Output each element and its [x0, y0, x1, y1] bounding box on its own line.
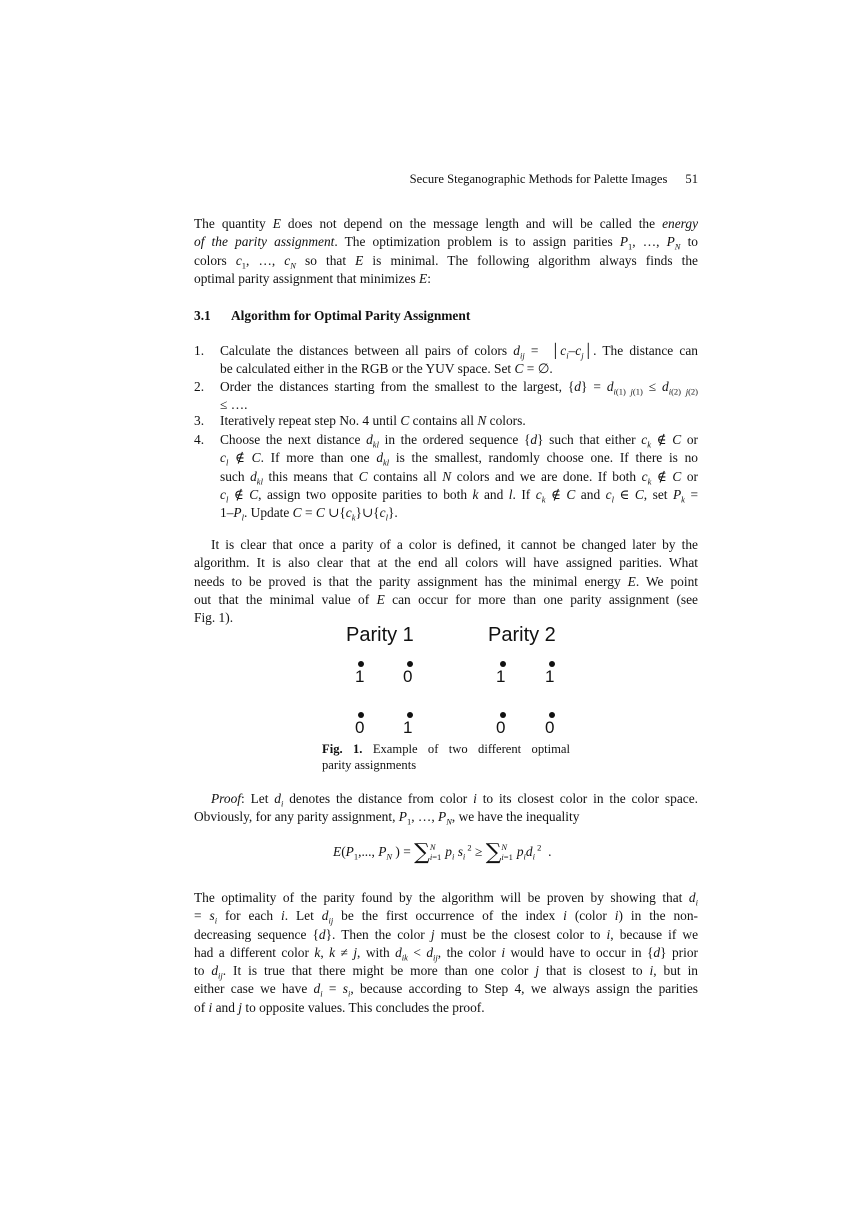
step-1-number: 1.: [194, 343, 205, 358]
intro-line-4: optimal parity assignment that minimizes E:: [194, 270, 431, 286]
step-3-number: 3.: [194, 413, 205, 428]
intro-line-2: of the parity assignment. The optimization problem is to assign parities $P_1$, …, $P_N$ to: [194, 234, 699, 252]
optimality-paragraph: The optimality of the parity found by the algorithm will be proven by showing that $d_i$ = $s_i$ for each i. Let $d_{ij}$ be the first occurrence of the index i (color i) in the non- decreasing sequence {d}. Then the color j must be the closest color to i, because if we had a different color k, k ≠ j, with $d_{ik} < d_{ij}$, the color i would have to occur in {d} prior to $d_{ij}$. It is true that there might be more than one color j that is closest to i, but in either case we have $d_i = s_i$, because according to Step 4, we always assign the parities of i and j to opposite values. This concludes the proof.: [194, 890, 699, 1015]
parity-label: 1: [355, 667, 365, 686]
parity-label: 0: [496, 718, 506, 737]
step-1-text: Calculate the distances between all pairs of colors $d_{ij}$ = $│c_i-c_j│$. The distance can be calculated either in the RGB or the YUV space. Set C = ∅.: [220, 343, 698, 377]
parity-label: 0: [355, 718, 365, 737]
parity-label: 1: [496, 667, 506, 686]
figure-caption: Fig. 1. Example of two different optimal parity assignments: [322, 742, 570, 772]
page-number: 51: [685, 172, 698, 186]
proof-paragraph: Proof: Let $d_i$ denotes the distance from color i to its closest color in the color space. Obviously, for any parity assignment, $P_1$, …, $P_N$, we have the inequality: [194, 791, 699, 827]
step-4-number: 4.: [194, 432, 205, 447]
step-4-text: Choose the next distance $d_{kl}$ in the ordered sequence {d} such that either $c_k$ ∉ C or $c_l$ ∉ C. If more than one $d_{kl}$ is the smallest, randomly choose one. If there is no such $d_{kl}$ this means that C contains all N colors and we are done. If both $c_k$ ∉ C or $c_l$ ∉ C, assign two opposite parities to both k and l. If $c_k$ ∉ C and $c_l$ ∈ C, set $P_k$ = $1-P_l$. Update C = C $\cup\{c_k\}\cup\{c_l\}$.: [220, 432, 698, 523]
section-heading: [194, 308, 470, 324]
intro-line-3: colors $c_1$, …, $c_N$ so that E is minimal. The following algorithm always finds the: [194, 252, 698, 271]
parity-2-title: Parity 2: [488, 624, 556, 646]
parity-label: 1: [545, 667, 555, 686]
figure-1: [338, 620, 578, 742]
parity-label: 0: [545, 718, 555, 737]
caption-label: Fig. 1.: [322, 742, 363, 756]
section-title: Algorithm for Optimal Parity Assignment: [231, 308, 471, 323]
running-header: [410, 172, 698, 187]
step-2-text: Order the distances starting from the smallest to the largest, $\{d\} = d_{i(1) j(1)} \le d_{i(2) j(2)}$ ≤ ….: [220, 379, 698, 413]
parity-label: 1: [403, 718, 413, 737]
intro-line-1: The quantity E does not depend on the message length and will be called the energy: [194, 216, 699, 231]
parity-label: 0: [403, 667, 413, 686]
parity-1-title: Parity 1: [346, 624, 414, 646]
section-number: 3.1: [194, 308, 211, 323]
energy-inequality: $E(P_1$,..., $P_N$ ) = ∑N i=1 $p_i$ $s_i$ $^2$ ≥ ∑N i=1 $p_id_i$ $^2$ .: [333, 840, 552, 865]
paragraph-clear: It is clear that once a parity of a color is defined, it cannot be changed later by the algorithm. It is also clear that at the end all colors will have assigned parities. What needs to be proved is that the parity assignment has the minimal energy E. We point out that the minimal value of E can occur for more than one parity assignment (see Fig. 1).: [194, 537, 698, 626]
step-2-number: 2.: [194, 379, 205, 394]
step-3-text: Iteratively repeat step No. 4 until C contains all N colors.: [220, 413, 526, 428]
header-title: Secure Steganographic Methods for Palette Images: [409, 172, 668, 186]
intro-paragraph: [194, 215, 698, 288]
